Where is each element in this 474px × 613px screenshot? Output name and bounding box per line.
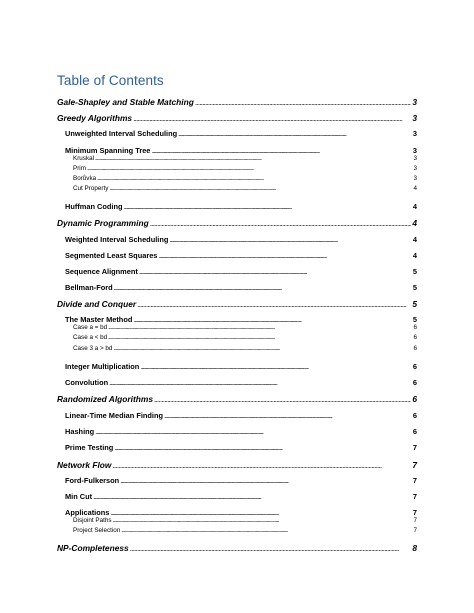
dot-leader [130,543,412,553]
toc-entry-level-1[interactable] [57,394,417,404]
dot-leader [112,460,411,470]
toc-page-number: 3 [413,155,417,162]
toc-entry-title: Project Selection [73,527,121,534]
dot-leader [133,315,412,324]
toc-page-number: 7 [413,517,417,524]
dot-leader [121,527,412,534]
toc-entry-level-2[interactable] [65,283,417,292]
toc-page-number: 7 [412,443,417,452]
toc-entry-level-3[interactable] [73,185,417,192]
toc-entry-title: Unweighted Interval Scheduling [65,129,178,138]
toc-entry-level-2[interactable] [65,202,417,211]
toc-entry-title: Linear-Time Median Finding [65,411,164,420]
toc-page-number: 6 [412,362,417,371]
dot-leader [87,165,413,172]
toc-entry-title: Case a < bd [73,334,108,341]
toc-entry-title: Prim [73,165,86,172]
toc-entry-title: Bellman-Ford [65,283,113,292]
toc-page-number: 6 [412,411,417,420]
toc-entry-title: Kruskal [73,155,94,162]
toc-entry-title: Borůvka [73,175,97,182]
dot-leader [195,97,412,107]
toc-page-number: 3 [412,129,417,138]
toc-page-number: 3 [412,97,417,107]
toc-entry-level-2[interactable] [65,508,417,517]
toc-entry-level-1[interactable] [57,543,417,553]
toc-entry-title: Applications [65,508,110,517]
toc-entry-level-2[interactable] [65,362,417,371]
toc-page-number: 4 [412,235,417,244]
toc-entry-level-3[interactable] [73,345,417,352]
toc-entry-level-2[interactable] [65,267,417,276]
toc-page-number: 6 [413,345,417,352]
toc-entry-level-1[interactable] [57,218,417,228]
toc-entry-level-2[interactable] [65,492,417,501]
toc-entry-level-2[interactable] [65,129,417,138]
toc-entry-title: Minimum Spanning Tree [65,146,151,155]
toc-page-number: 5 [412,315,417,324]
toc-page-number: 4 [412,202,417,211]
dot-leader [109,378,412,387]
toc-entry-level-2[interactable] [65,235,417,244]
toc-page-number: 7 [412,492,417,501]
toc-entry-title: Ford-Fulkerson [65,476,120,485]
dot-leader [114,443,412,452]
toc-page-number: 8 [412,543,417,553]
toc-page-number: 6 [412,394,417,404]
toc-entry-title: Divide and Conquer [57,299,137,309]
toc-entry-level-3[interactable] [73,165,417,172]
toc-entry-title: Weighted Interval Scheduling [65,235,169,244]
dot-leader [97,175,412,182]
toc-entry-title: Hashing [65,427,95,436]
toc-entry-level-2[interactable] [65,378,417,387]
toc-entry-title: Segmented Least Squares [65,251,158,260]
toc-entry-title: Cut Property [73,185,109,192]
toc-entry-title: Dynamic Programming [57,218,149,228]
dot-leader [93,492,412,501]
dot-leader [114,283,412,292]
dot-leader [108,334,412,341]
dot-leader [120,476,412,485]
toc-page-number: 6 [413,334,417,341]
dot-leader [123,202,411,211]
toc-entry-title: Greedy Algorithms [57,113,133,123]
toc-entry-level-2[interactable] [65,315,417,324]
toc-entry-level-3[interactable] [73,517,417,524]
toc-entry-level-3[interactable] [73,324,417,331]
toc-page-number: 3 [412,146,417,155]
toc-entry-level-1[interactable] [57,460,417,470]
dot-leader [133,113,411,123]
toc-page-number: 6 [413,324,417,331]
toc-entry-title: Prime Testing [65,443,114,452]
toc-entry-title: Case a = bd [73,324,108,331]
dot-leader [150,218,412,228]
toc-entry-level-1[interactable] [57,97,417,107]
toc-entry-level-2[interactable] [65,443,417,452]
dot-leader [108,324,412,331]
toc-page-number: 3 [413,175,417,182]
toc-page-number: 7 [413,527,417,534]
toc-entry-title: Gale-Shapley and Stable Matching [57,97,194,107]
toc-entry-level-2[interactable] [65,411,417,420]
toc-entry-level-3[interactable] [73,155,417,162]
toc-entry-title: Network Flow [57,460,112,470]
dot-leader [164,411,412,420]
toc-entry-level-2[interactable] [65,476,417,485]
toc-page-number: 4 [413,185,417,192]
toc-entry-title: NP-Completeness [57,543,129,553]
toc-entry-level-2[interactable] [65,427,417,436]
toc-title: Table of Contents [57,73,164,88]
dot-leader [151,146,411,155]
toc-entry-title: Convolution [65,378,109,387]
toc-page-number: 4 [412,218,417,228]
dot-leader [113,345,412,352]
dot-leader [178,129,412,138]
toc-entry-level-2[interactable] [65,146,417,155]
dot-leader [139,267,412,276]
toc-entry-title: The Master Method [65,315,133,324]
toc-entry-level-1[interactable] [57,113,417,123]
toc-page-number: 5 [412,299,417,309]
dot-leader [95,155,412,162]
toc-page-number: 7 [412,460,417,470]
toc-entry-title: Huffman Coding [65,202,123,211]
dot-leader [113,517,413,524]
dot-leader [169,235,412,244]
toc-entry-title: Randomized Algorithms [57,394,154,404]
toc-page-number: 3 [412,113,417,123]
toc-page-number: 3 [413,165,417,172]
toc-page-number: 7 [412,508,417,517]
toc-entry-title: Sequence Alignment [65,267,138,276]
toc-page-number: 4 [412,251,417,260]
toc-entry-level-3[interactable] [73,527,417,534]
toc-page-number: 5 [412,267,417,276]
toc-page-number: 5 [412,283,417,292]
toc-entry-title: Integer Multiplication [65,362,140,371]
dot-leader [158,251,411,260]
toc-entry-title: Case 3 a > bd [73,345,113,352]
dot-leader [95,427,412,436]
toc-page-number: 6 [412,427,417,436]
toc-page-number: 7 [412,476,417,485]
toc-entry-level-1[interactable] [57,299,417,309]
toc-entry-title: Disjoint Paths [73,517,112,524]
toc-entry-level-3[interactable] [73,175,417,182]
dot-leader [154,394,411,404]
toc-entry-title: Min Cut [65,492,93,501]
dot-leader [140,362,412,371]
toc-entry-level-3[interactable] [73,334,417,341]
dot-leader [109,185,412,192]
dot-leader [110,508,412,517]
toc-entry-level-2[interactable] [65,251,417,260]
toc-page-number: 6 [412,378,417,387]
dot-leader [137,299,411,309]
